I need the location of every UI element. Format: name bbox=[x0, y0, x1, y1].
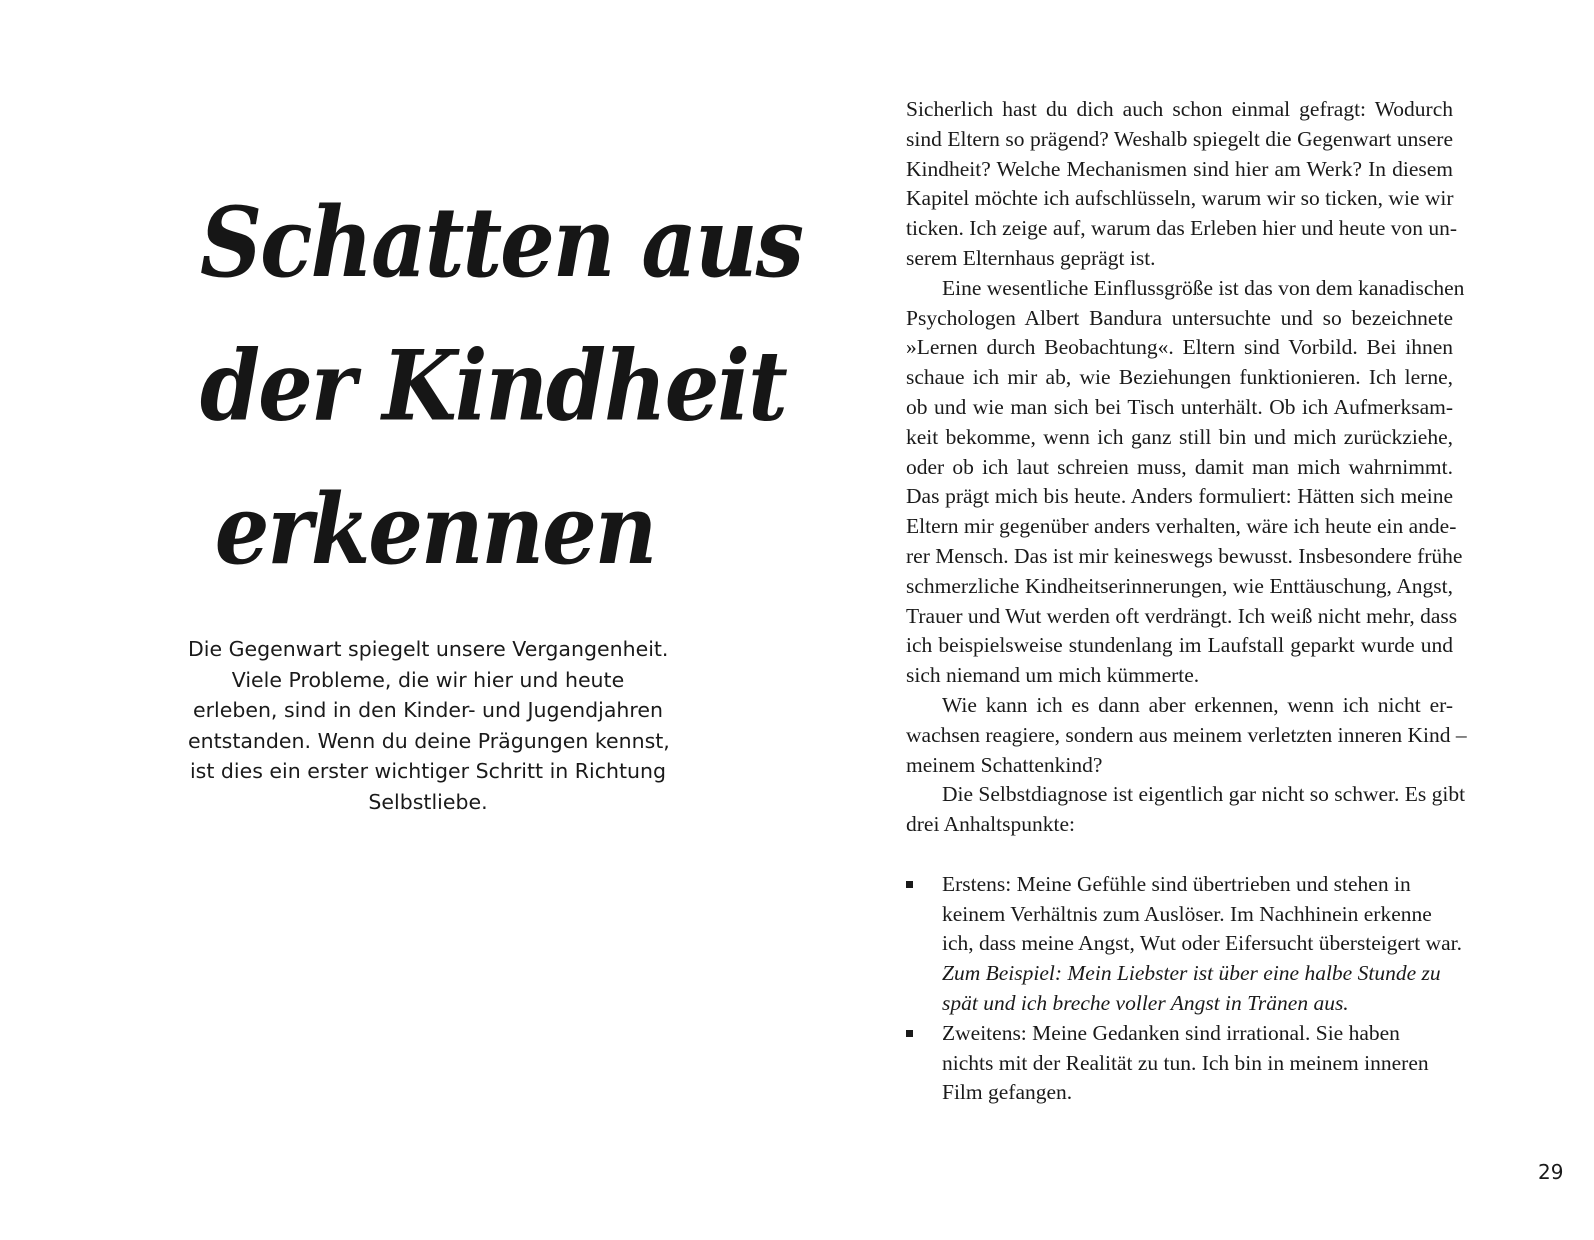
text-line: keit bekomme, wenn ich ganz still bin und mich zurückziehe, bbox=[906, 424, 1453, 449]
spacer bbox=[906, 840, 1453, 870]
text-line: Erstens: Meine Gefühle sind übertrieben und stehen in bbox=[942, 871, 1411, 896]
text-line: Trauer und Wut werden oft verdrängt. Ich weiß nicht mehr, dass bbox=[906, 603, 1458, 628]
body-text bbox=[906, 95, 1467, 1108]
text-line: Eltern mir gegenüber anders verhalten, wäre ich heute ein ande- bbox=[906, 514, 1457, 539]
text-line: drei Anhaltspunkte: bbox=[906, 812, 1075, 837]
text-line: oder ob ich laut schreien muss, damit man mich wahrnimmt. bbox=[906, 454, 1453, 479]
chapter-title bbox=[200, 172, 803, 602]
bullet-item bbox=[906, 870, 1462, 1019]
text-line: schaue ich mir ab, wie Beziehungen funktionieren. Ich lerne, bbox=[906, 365, 1453, 390]
text-line: ich beispielsweise stundenlang im Laufstall geparkt wurde und bbox=[906, 633, 1453, 658]
text-line: ticken. Ich zeige auf, warum das Erleben hier und heute von un- bbox=[906, 216, 1458, 241]
text-line: Das prägt mich bis heute. Anders formuliert: Hätten sich meine bbox=[906, 484, 1453, 509]
paragraph-2 bbox=[906, 274, 1465, 691]
paragraph-1 bbox=[906, 95, 1458, 274]
intro-line: Die Gegenwart spiegelt unsere Vergangenheit. bbox=[188, 637, 669, 661]
text-line: sind Eltern so prägend? Weshalb spiegelt die Gegenwart unsere bbox=[906, 126, 1453, 151]
chapter-title-line: erkennen bbox=[214, 473, 656, 587]
text-line: Film gefangen. bbox=[942, 1080, 1073, 1105]
chapter-title-line: der Kindheit bbox=[200, 329, 786, 444]
bullet-item bbox=[906, 1019, 1453, 1108]
text-line: Sicherlich hast du dich auch schon einmal gefragt: Wodurch bbox=[906, 97, 1453, 121]
text-line: serem Elternhaus geprägt ist. bbox=[906, 245, 1156, 270]
text-line: Psychologen Albert Bandura untersuchte und so bezeichnete bbox=[906, 305, 1453, 330]
intro-line: entstanden. Wenn du deine Prägungen kennst, bbox=[188, 728, 670, 753]
text-line: Zweitens: Meine Gedanken sind irrational. Sie haben bbox=[942, 1020, 1400, 1045]
text-line: Eine wesentliche Einflussgröße ist das von dem kanadischen bbox=[942, 275, 1465, 300]
page-number: 29 bbox=[1538, 1160, 1564, 1184]
text-line: Kindheit? Welche Mechanismen sind hier am Werk? In diesem bbox=[906, 156, 1453, 181]
paragraph-4 bbox=[906, 780, 1466, 840]
chapter-title-line: Schatten aus bbox=[200, 186, 803, 300]
text-line: schmerzliche Kindheitserinnerungen, wie Enttäuschung, Angst, bbox=[906, 573, 1453, 598]
text-line: meinem Schattenkind? bbox=[906, 752, 1103, 777]
square-bullet-icon bbox=[906, 881, 913, 888]
text-line: Die Selbstdiagnose ist eigentlich gar nicht so schwer. Es gibt bbox=[942, 782, 1466, 807]
chapter-intro bbox=[188, 634, 668, 817]
example-line: spät und ich breche voller Angst in Tränen aus. bbox=[942, 990, 1349, 1015]
text-line: sich niemand um mich kümmerte. bbox=[906, 663, 1200, 688]
intro-line: Selbstliebe. bbox=[368, 789, 488, 814]
text-line: rer Mensch. Das ist mir keineswegs bewusst. Insbesondere frühe bbox=[906, 543, 1463, 568]
text-line: keinem Verhältnis zum Auslöser. Im Nachhinein erkenne bbox=[942, 901, 1432, 926]
intro-line: ist dies ein erster wichtiger Schritt in Richtung bbox=[189, 759, 667, 783]
example-line: Zum Beispiel: Mein Liebster ist über eine halbe Stunde zu bbox=[942, 961, 1441, 986]
text-line: »Lernen durch Beobachtung«. Eltern sind Vorbild. Bei ihnen bbox=[906, 335, 1453, 360]
intro-line: erleben, sind in den Kinder- und Jugendjahren bbox=[192, 698, 664, 722]
intro-line: Viele Probleme, die wir hier und heute bbox=[231, 667, 625, 692]
text-line: ich, dass meine Angst, Wut oder Eifersucht übersteigert war. bbox=[942, 931, 1462, 956]
text-line: ob und wie man sich bei Tisch unterhält. Ob ich Aufmerksam- bbox=[906, 394, 1453, 419]
square-bullet-icon bbox=[906, 1030, 913, 1037]
text-line: wachsen reagiere, sondern aus meinem verletzten inneren Kind – bbox=[906, 722, 1467, 747]
paragraph-3 bbox=[906, 691, 1467, 780]
text-line: Kapitel möchte ich aufschlüsseln, warum wir so ticken, wie wir bbox=[906, 186, 1454, 211]
text-line: Wie kann ich es dann aber erkennen, wenn ich nicht er- bbox=[942, 692, 1453, 717]
text-line: nichts mit der Realität zu tun. Ich bin in meinem inneren bbox=[942, 1050, 1429, 1075]
